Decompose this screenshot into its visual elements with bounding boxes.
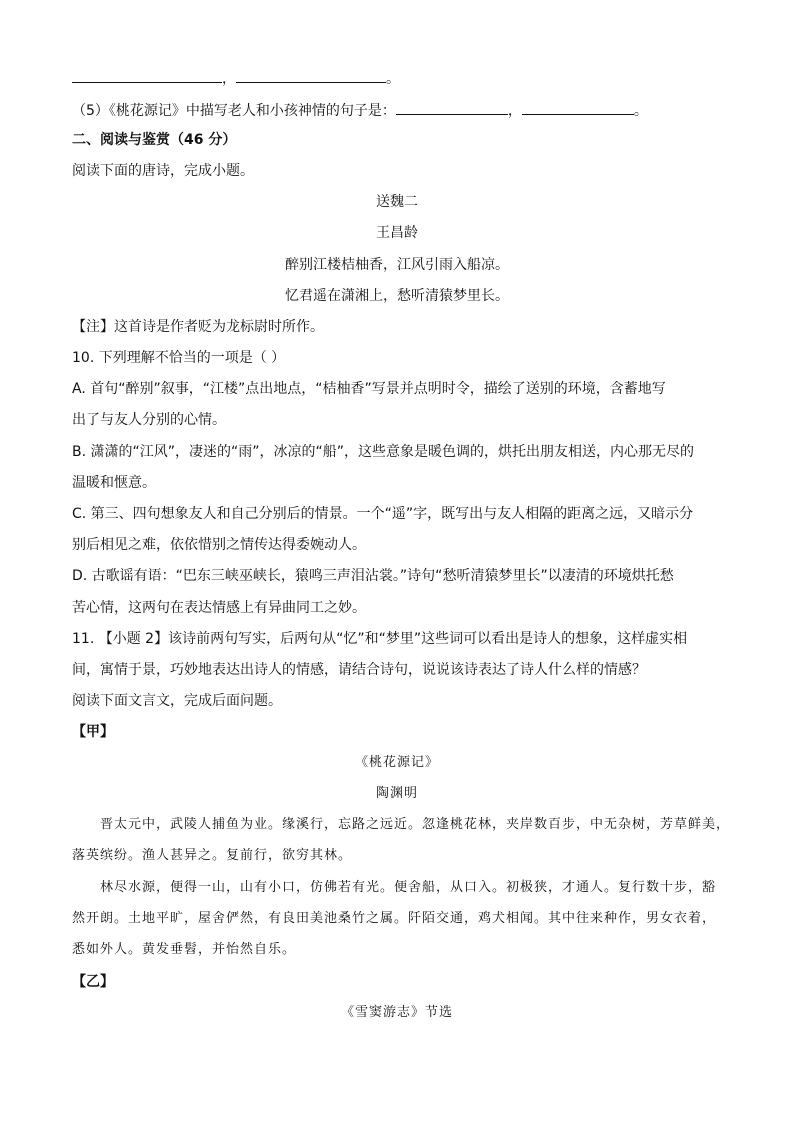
option-b[interactable]: B. 潇潇的“江风”，凄迷的“雨”，冰凉的“船”，这些意象是暖色调的，烘托出朋友相送，内心那无尽的 <box>72 444 695 460</box>
section-title: 二、阅读与鉴赏（46 分） <box>72 132 237 148</box>
option-d[interactable]: D. 古歌谣有语：“巴东三峡巫峡长，猿鸣三声泪沾裳。”诗句“愁听清猿梦里长”以凄清的环境烘托愁 <box>72 568 674 584</box>
passage-label-yi: 【乙】 <box>72 974 114 990</box>
answer-blank[interactable] <box>236 68 386 83</box>
instruction: 阅读下面文言文，完成后面问题。 <box>72 693 282 709</box>
option-a[interactable]: A. 首句“醉别”叙事，“江楼”点出地点，“桔柚香”写景并点明时令，描绘了送别的环境，含蓄地写 <box>72 381 666 397</box>
answer-blank[interactable] <box>396 100 508 115</box>
question-10-stem: 10. 下列理解不恰当的一项是（ ） <box>72 350 286 366</box>
answer-blank[interactable] <box>72 68 222 83</box>
poem-note: 【注】这首诗是作者贬为龙标尉时所作。 <box>72 319 324 335</box>
passage-line: 晋太元中，武陵人捕鱼为业。缘溪行，忘路之远近。忽逢桃花林，夹岸数百步，中无杂树，芳草鲜美， <box>100 817 731 832</box>
passage-line: 然开朗。土地平旷，屋舍俨然，有良田美池桑竹之属。阡陌交通，鸡犬相闻。其中往来种作，男女衣着， <box>72 911 717 926</box>
option-b-cont: 温暖和惬意。 <box>72 475 156 491</box>
answer-blanks-line: ， 。 <box>72 68 400 89</box>
passage-title: 《雪窦游志》节选 <box>340 1005 453 1020</box>
passage-line: 悉如外人。黄发垂髫，并怡然自乐。 <box>72 942 297 957</box>
answer-blank[interactable] <box>522 100 634 115</box>
poem-title: 送魏二 <box>376 194 418 210</box>
option-a-cont: 出了与友人分别的心情。 <box>72 412 226 428</box>
passage-label-jia: 【甲】 <box>72 724 114 740</box>
poem-line: 醉别江楼桔柚香，江风引雨入船凉。 <box>285 257 509 273</box>
option-c-cont: 别后相见之难，依依惜别之情传达得委婉动人。 <box>72 537 366 553</box>
passage-line: 林尽水源，便得一山，山有小口，仿佛若有光。便舍船，从口入。初极狭，才通人。复行数十步，豁 <box>100 880 717 895</box>
question-11: 11. 【小题 2】该诗前两句写实，后两句从“忆”和“梦里”这些词可以看出是诗人的想象，这样虚实相 <box>72 631 688 647</box>
option-d-cont: 苦心情，这两句在表达情感上有异曲同工之妙。 <box>72 600 366 616</box>
question-5: （5）《桃花源记》中描写老人和小孩神情的句子是： ， 。 <box>72 100 648 121</box>
passage-author: 陶渊明 <box>375 786 418 801</box>
poem-author: 王昌龄 <box>376 225 418 241</box>
poem-line: 忆君遥在潇湘上，愁听清猿梦里长。 <box>285 288 509 304</box>
option-c[interactable]: C. 第三、四句想象友人和自己分别后的情景。一个“遥”字，既写出与友人相隔的距离之远，又暗示分 <box>72 506 694 522</box>
passage-line: 落英缤纷。渔人甚异之。复前行，欲穷其林。 <box>72 848 353 863</box>
instruction: 阅读下面的唐诗，完成小题。 <box>72 163 254 179</box>
question-11-cont: 间，寓情于景，巧妙地表达出诗人的情感，请结合诗句，说说该诗表达了诗人什么样的情感？ <box>72 662 646 678</box>
passage-title: 《桃花源记》 <box>354 755 439 770</box>
